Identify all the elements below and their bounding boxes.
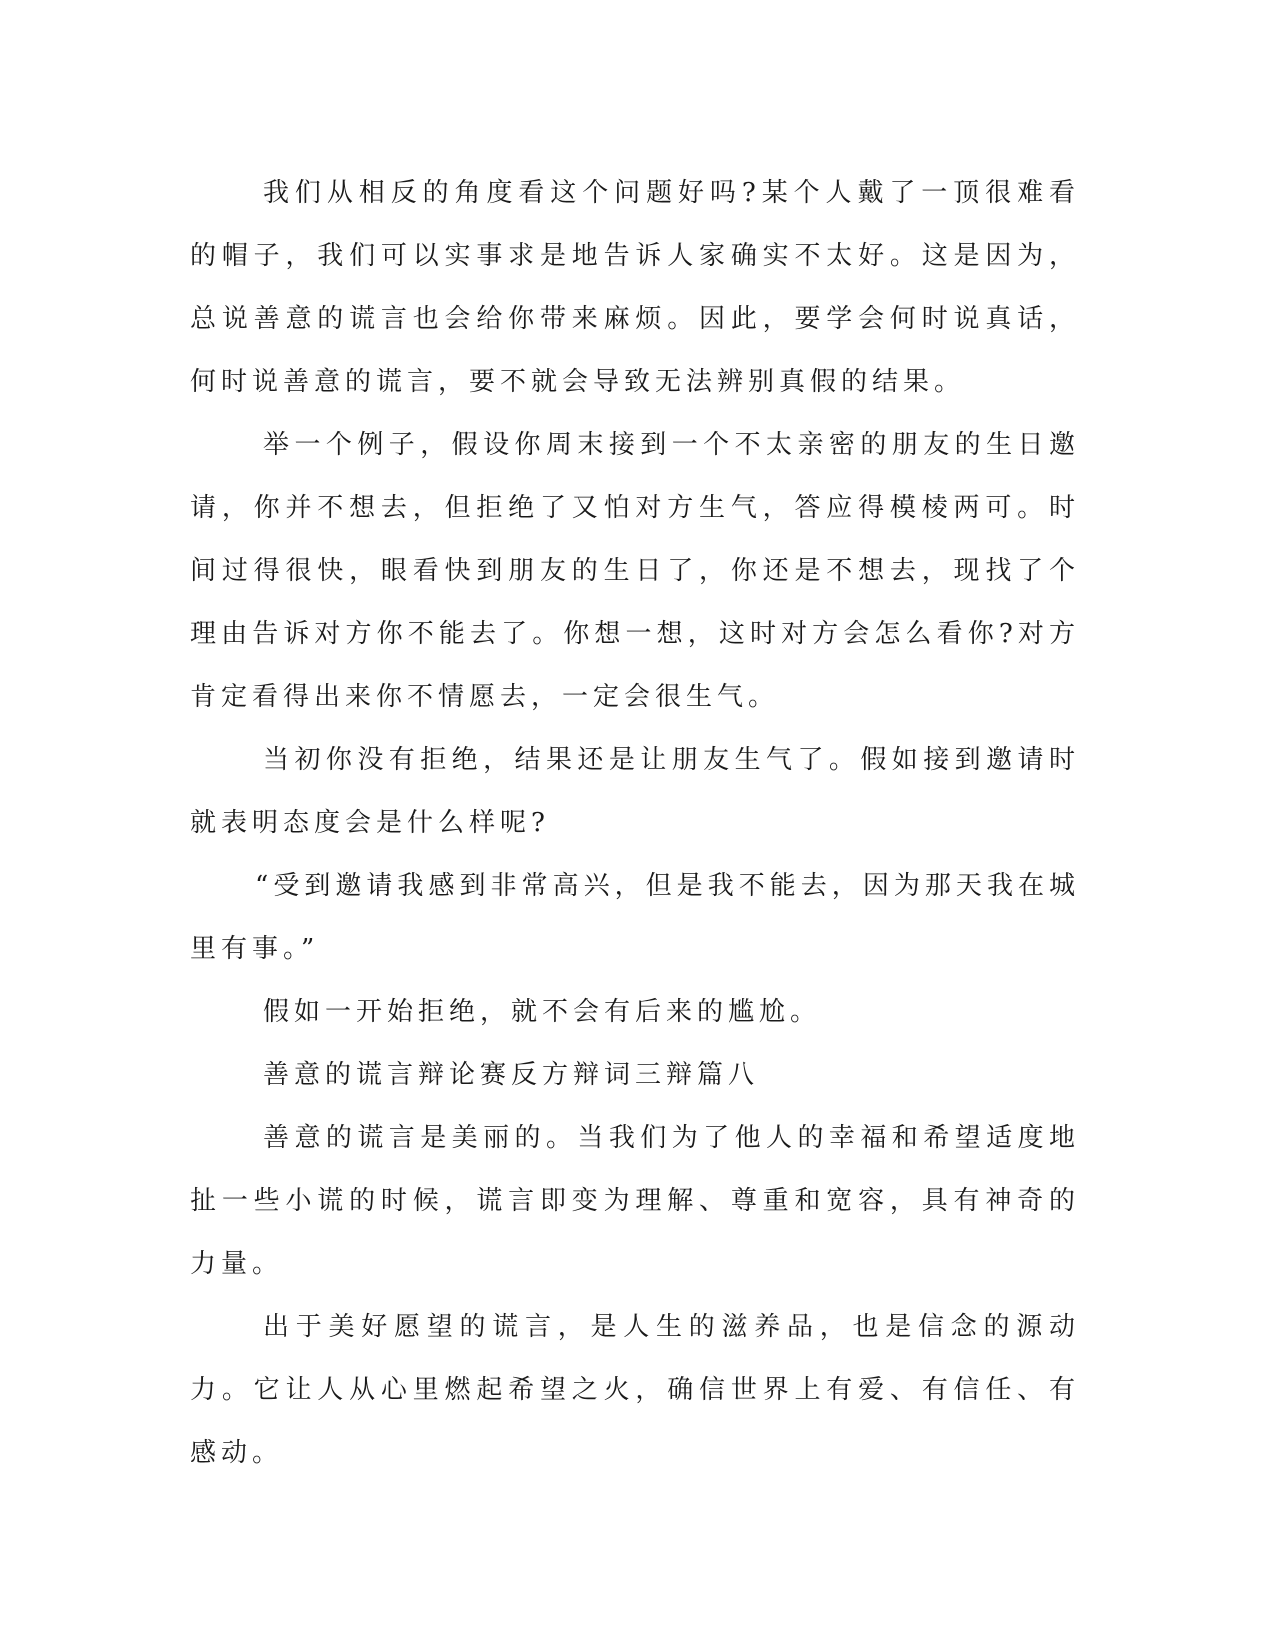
paragraph-7: 善意的谎言是美丽的。当我们为了他人的幸福和希望适度地扯一些小谎的时候，谎言即变为理解、尊重和宽容，具有神奇的力量。 [190, 1123, 1080, 1279]
paragraph-8: 出于美好愿望的谎言，是人生的滋养品，也是信念的源动力。它让人从心里燃起希望之火，确信世界上有爱、有信任、有感动。 [190, 1312, 1080, 1468]
document-body [190, 162, 1080, 1485]
paragraph-quote: “受到邀请我感到非常高兴，但是我不能去，因为那天我在城里有事。” [190, 871, 1080, 964]
paragraph-3: 当初你没有拒绝，结果还是让朋友生气了。假如接到邀请时就表明态度会是什么样呢? [190, 745, 1080, 838]
section-heading: 善意的谎言辩论赛反方辩词三辩篇八 [263, 1060, 760, 1090]
paragraph-5: 假如一开始拒绝，就不会有后来的尴尬。 [263, 997, 822, 1027]
paragraph-2: 举一个例子，假设你周末接到一个不太亲密的朋友的生日邀请，你并不想去，但拒绝了又怕对方生气，答应得模棱两可。时间过得很快，眼看快到朋友的生日了，你还是不想去，现找了个理由告诉对方你不能去了。你想一想，这时对方会怎么看你?对方肯定看得出来你不情愿去，一定会很生气。 [190, 430, 1080, 712]
paragraph-1: 我们从相反的角度看这个问题好吗?某个人戴了一顶很难看的帽子，我们可以实事求是地告诉人家确实不太好。这是因为，总说善意的谎言也会给你带来麻烦。因此，要学会何时说真话，何时说善意的谎言，要不就会导致无法辨别真假的结果。 [190, 178, 1080, 397]
